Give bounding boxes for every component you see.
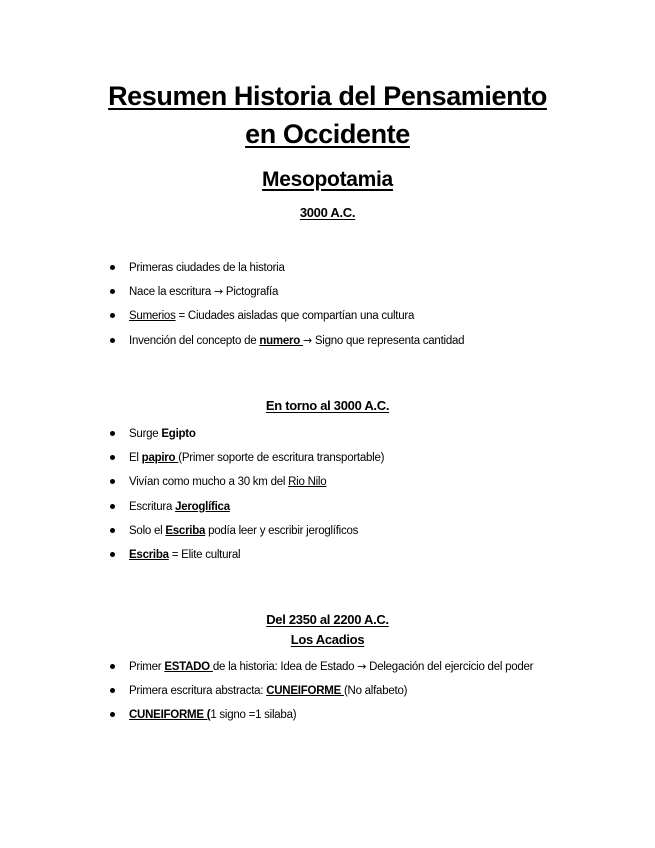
bullet-icon bbox=[110, 289, 115, 294]
section-date-3000-ac: 3000 A.C. bbox=[299, 205, 356, 220]
item-keyword: papiro bbox=[141, 452, 179, 465]
arrow-right-icon: → bbox=[302, 333, 312, 347]
item-text: podía leer y escribir jeroglíficos bbox=[205, 524, 359, 537]
item-text: Primer bbox=[129, 661, 165, 673]
bullet-icon bbox=[110, 479, 115, 484]
list-item bbox=[0, 546, 655, 570]
item-text: Surge bbox=[129, 428, 162, 440]
list-item bbox=[0, 425, 655, 449]
item-text: Delegación del ejercicio del poder bbox=[366, 661, 534, 673]
section-title-mesopotamia: Mesopotamia bbox=[262, 168, 393, 191]
list-item bbox=[0, 658, 655, 682]
item-text: Primera escritura abstracta: bbox=[129, 685, 267, 698]
item-keyword: CUNEIFORME ( bbox=[129, 709, 211, 722]
document-title-line-1: Resumen Historia del Pensamiento bbox=[108, 81, 547, 111]
bullet-icon bbox=[110, 664, 115, 669]
item-text: Solo el bbox=[129, 524, 166, 537]
item-keyword: numero bbox=[259, 334, 303, 347]
mesopotamia-list bbox=[0, 259, 655, 356]
bullet-icon bbox=[110, 338, 115, 343]
list-item bbox=[0, 682, 655, 706]
item-keyword: ESTADO bbox=[164, 661, 213, 673]
bullet-icon bbox=[110, 552, 115, 557]
item-text: Signo que representa cantidad bbox=[311, 334, 465, 347]
list-item bbox=[0, 259, 655, 283]
bullet-icon bbox=[110, 265, 115, 270]
bullet-icon bbox=[110, 504, 115, 509]
list-item bbox=[0, 498, 655, 522]
item-text: Primeras ciudades de la historia bbox=[129, 262, 285, 274]
list-item bbox=[0, 283, 655, 307]
section-heading-acadios: Los Acadios bbox=[290, 632, 365, 647]
item-text: = Elite cultural bbox=[168, 548, 241, 561]
arrow-right-icon: → bbox=[357, 660, 367, 673]
egipto-list bbox=[0, 425, 655, 570]
item-text: de la historia: Idea de Estado bbox=[212, 661, 358, 673]
item-keyword: Sumerios bbox=[129, 310, 176, 323]
list-item bbox=[0, 473, 655, 497]
item-keyword: CUNEIFORME bbox=[266, 685, 344, 698]
list-item bbox=[0, 706, 655, 730]
section-heading-egipto: En torno al 3000 A.C. bbox=[265, 398, 390, 413]
item-text: Invención del concepto de bbox=[129, 334, 260, 347]
item-keyword: Rio Nilo bbox=[288, 476, 327, 489]
bullet-icon bbox=[110, 528, 115, 533]
item-text: Vivían como mucho a 30 km del bbox=[129, 476, 289, 489]
bullet-icon bbox=[110, 712, 115, 717]
item-keyword: Egipto bbox=[161, 428, 196, 440]
item-keyword: Escriba bbox=[129, 548, 169, 561]
item-text: (No alfabeto) bbox=[343, 685, 408, 698]
acadios-list bbox=[0, 658, 655, 731]
item-text: = Ciudades aisladas que compartían una cultura bbox=[175, 310, 415, 323]
bullet-icon bbox=[110, 313, 115, 318]
section-heading-acadios-date: Del 2350 al 2200 A.C. bbox=[266, 612, 389, 627]
item-text: 1 signo =1 silaba) bbox=[210, 709, 297, 722]
item-text: Nace la escritura bbox=[129, 286, 214, 299]
list-item bbox=[0, 522, 655, 546]
item-keyword: Jeroglífica bbox=[175, 500, 230, 513]
document-title-line-2: en Occidente bbox=[245, 119, 410, 149]
bullet-icon bbox=[110, 455, 115, 460]
item-text: El bbox=[129, 452, 142, 465]
list-item bbox=[0, 332, 655, 356]
arrow-right-icon: → bbox=[213, 285, 223, 299]
list-item bbox=[0, 307, 655, 331]
item-text: Escritura bbox=[129, 500, 176, 513]
bullet-icon bbox=[110, 431, 115, 436]
list-item bbox=[0, 449, 655, 473]
item-text: Pictografía bbox=[222, 286, 279, 299]
item-keyword: Escriba bbox=[165, 524, 206, 537]
bullet-icon bbox=[110, 688, 115, 693]
item-text: (Primer soporte de escritura transportable) bbox=[178, 452, 385, 465]
